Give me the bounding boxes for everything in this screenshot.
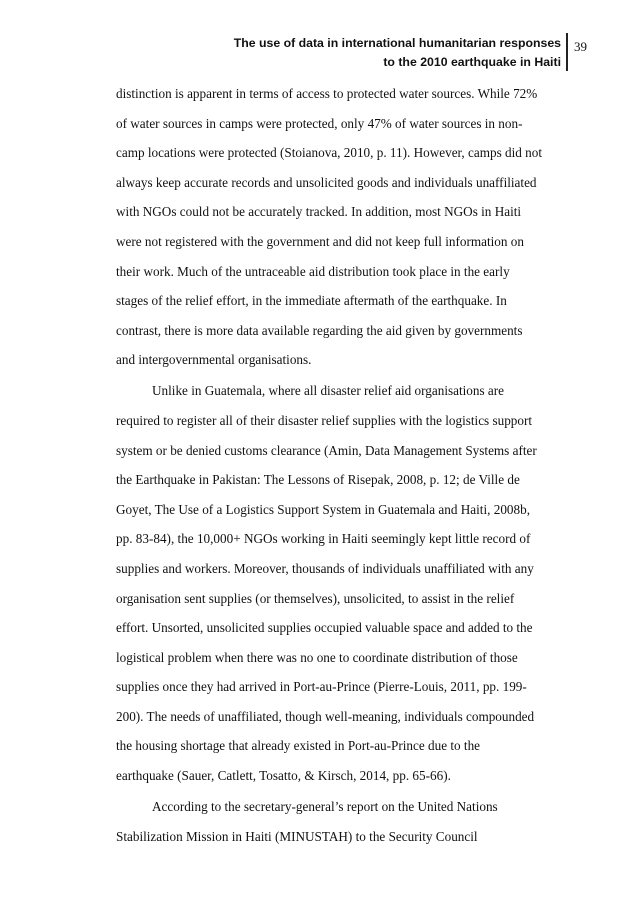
text-line: earthquake (Sauer, Catlett, Tosatto, & Kirsch, 2014, pp. 65-66). xyxy=(116,768,451,784)
text-line: with NGOs could not be accurately tracked. In addition, most NGOs in Haiti xyxy=(116,204,522,220)
text-line: effort. Unsorted, unsolicited supplies occupied valuable space and added to the xyxy=(116,620,533,636)
text-line: stages of the relief effort, in the immediate aftermath of the earthquake. In xyxy=(116,293,507,309)
text-line: and intergovernmental organisations. xyxy=(116,352,312,368)
header-divider xyxy=(566,33,568,71)
header-title-line-1: The use of data in international humanitarian responses xyxy=(233,36,561,50)
text-line: organisation sent supplies (or themselves), unsolicited, to assist in the relief xyxy=(116,590,515,606)
text-line: logistical problem when there was no one to coordinate distribution of those xyxy=(116,649,518,665)
text-line: the Earthquake in Pakistan: The Lessons of Risepak, 2008, p. 12; de Ville de xyxy=(116,472,520,488)
text-line: camp locations were protected (Stoianova, 2010, p. 11). However, camps did not xyxy=(116,145,542,161)
body-text xyxy=(116,84,561,856)
text-line: always keep accurate records and unsolicited goods and individuals unaffiliated xyxy=(116,174,537,190)
text-line: required to register all of their disaster relief supplies with the logistics support xyxy=(116,412,533,428)
header-title-line-2: to the 2010 earthquake in Haiti xyxy=(383,55,561,69)
text-line: distinction is apparent in terms of access to protected water sources. While 72% xyxy=(116,86,538,101)
paragraph-2 xyxy=(116,381,561,794)
text-line: According to the secretary-general’s report on the United Nations xyxy=(152,799,498,815)
text-line: system or be denied customs clearance (Amin, Data Management Systems after xyxy=(116,442,537,458)
text-line: of water sources in camps were protected, only 47% of water sources in non- xyxy=(116,115,523,131)
text-line: supplies and workers. Moreover, thousands of individuals unaffiliated with any xyxy=(116,560,534,576)
page-number: 39 xyxy=(574,39,587,54)
text-line: Stabilization Mission in Haiti (MINUSTAH) to the Security Council xyxy=(116,828,478,844)
text-line: supplies once they had arrived in Port-au-Prince (Pierre-Louis, 2011, pp. 199- xyxy=(116,679,527,695)
text-line: Unlike in Guatemala, where all disaster relief aid organisations are xyxy=(152,383,505,399)
text-line: were not registered with the government and did not keep full information on xyxy=(116,233,524,249)
text-line: Goyet, The Use of a Logistics Support System in Guatemala and Haiti, 2008b, xyxy=(116,501,530,517)
text-line: contrast, there is more data available regarding the aid given by governments xyxy=(116,322,523,338)
paragraph-1 xyxy=(116,84,561,378)
text-line: pp. 83-84), the 10,000+ NGOs working in Haiti seemingly kept little record of xyxy=(116,531,531,547)
text-line: the housing shortage that already existed in Port-au-Prince due to the xyxy=(116,738,481,754)
text-line: 200). The needs of unaffiliated, though well-meaning, individuals compounded xyxy=(116,708,535,724)
running-header xyxy=(150,34,561,72)
text-line: their work. Much of the untraceable aid distribution took place in the early xyxy=(116,263,510,279)
paragraph-3 xyxy=(116,797,561,856)
